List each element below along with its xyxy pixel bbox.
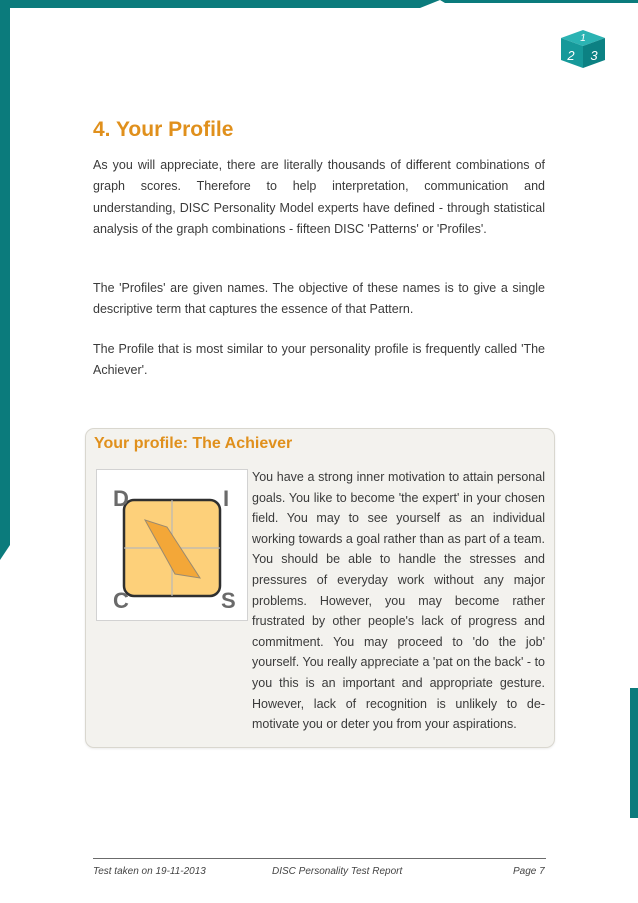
paragraph-patterns: As you will appreciate, there are literally thousands of different combinations of graph scores. Therefore to help interpretation, communication and understanding, DISC Personality Model experts have defined - through statistical analysis of the graph combinations - fifteen DISC 'Patterns' or 'Profiles'. xyxy=(93,158,545,236)
cube-number-1: 1 xyxy=(580,33,586,44)
disc-letter-c: C xyxy=(113,588,129,613)
disc-diagram-graphic xyxy=(97,470,247,620)
footer-page-number: Page 7 xyxy=(513,866,545,877)
header-band xyxy=(0,0,638,24)
disc-letter-i: I xyxy=(223,486,230,511)
footer-divider xyxy=(93,858,546,859)
left-edge-accent xyxy=(0,0,10,560)
footer-report-title: DISC Personality Test Report xyxy=(272,866,403,877)
disc-letter-s: S xyxy=(221,588,236,613)
section-title: 4. Your Profile xyxy=(93,118,234,141)
disc-diagram xyxy=(96,469,248,621)
footer-test-date: Test taken on 19-11-2013 xyxy=(93,866,206,877)
disc-letter-d: D xyxy=(113,486,129,511)
cube-number-2: 2 xyxy=(567,48,575,63)
cube-logo-icon xyxy=(553,20,609,70)
profile-box xyxy=(85,428,555,748)
profile-box-title: Your profile: The Achiever xyxy=(94,435,293,452)
right-edge-accent xyxy=(630,688,638,818)
cube-number-3: 3 xyxy=(590,48,598,63)
paragraph-achiever: The Profile that is most similar to your personality profile is frequently called 'The Achiever'. xyxy=(93,342,545,378)
paragraph-names: The 'Profiles' are given names. The objective of these names is to give a single descriptive term that captures the essence of that Pattern. xyxy=(93,281,545,317)
profile-description: You have a strong inner motivation to attain personal goals. You like to become 'the expert' in your chosen field. You may to see yourself as an individual working towards a goal rather than as part of a team. You should be able to handle the stresses and pressures of everyday work without any major problems. However, you may become rather frustrated by other people's lack of progress and commitment. You may proceed to 'do the job' yourself. You really appreciate a 'pat on the back' - to you this is an important and appropriate gesture. However, lack of recognition is unlikely to de-motivate you or deter you from your aspirations. xyxy=(252,470,545,732)
